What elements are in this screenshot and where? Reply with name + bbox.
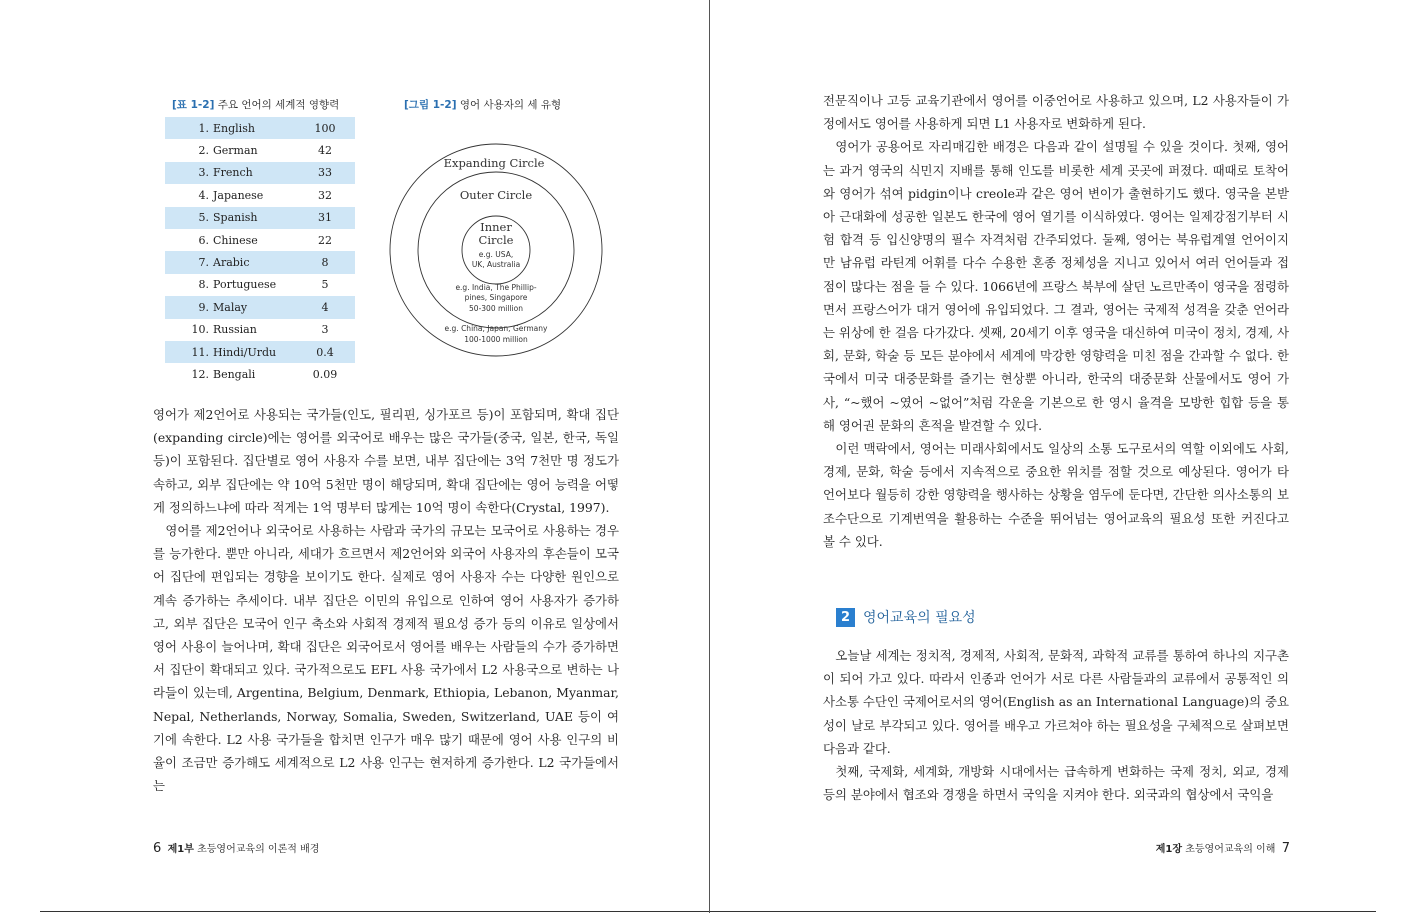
inner-circle-label-2: Circle [478,233,514,247]
expanding-circle-example-2: 100-1000 million [464,335,528,344]
row-index: 2. [198,144,209,158]
left-paragraph-2: 영어를 제2언어나 외국어로 사용하는 사람과 국가의 규모는 모국어로 사용하는 경우를 능가한다. 뿐만 아니라, 세대가 흐르면서 제2언어와 외국어 사용자의 후손들이 모국어 집단에 편입되는 경향을 보이기도 한다. 실제로 영어 사용자 수는 다양한 원인으로 계속 증가하는 추세이다. 내부 집단은 이민의 유입으로 인하여 영어 사용자가 증가하고, 외부 집단은 모국어 인구 축소와 사회적 경제적 필요성 증가 등의 이유로 일상에서 영어 사용이 늘어나며, 확대 집단은 외국어로서 영어를 배우는 사람들의 수가 증가하면서 집단이 확대되고 있다. 국가적으로도 EFL 사용 국가에서 L2 사용국으로 변하는 나라들이 있는데, Argentina, Belgium, Denmark, Ethiopia, Lebanon, Myanmar, Nepal, Netherlands, Norway, Somalia, Sweden, Switzerland, UAE 등이 여기에 속한다. L2 사용 국가들을 합치면 인구가 매우 많기 때문에 영어 사용 인구의 비율이 조금만 증가해도 세계적으로 L2 사용 인구는 현저하게 증가한다. L2 국가들에서는 [153,523,619,794]
row-index: 6. [198,233,209,247]
table-row [165,296,355,318]
right-paragraph-3: 이런 맥락에서, 영어는 미래사회에서도 일상의 소통 도구로서의 역할 이외에도 사회, 경제, 문화, 학술 등에서 지속적으로 중요한 위치를 점할 것으로 예상된다. 영어가 타 언어보다 월등히 강한 영향력을 행사하는 상황을 염두에 둔다면, 간단한 의사소통의 보조수단으로 기계번역을 활용하는 수준을 뛰어넘는 영어교육의 필요성 또한 커진다고 볼 수 있다. [823,441,1289,549]
influence-value: 100 [295,117,355,139]
right-section-paragraph-1: 오늘날 세계는 정치적, 경제적, 사회적, 문화적, 과학적 교류를 통하여 하나의 지구촌이 되어 가고 있다. 따라서 인종과 언어가 서로 다른 사람들과의 교류에서 공통적인 의사소통 수단인 국제어로서의 영어(English as an International Language)의 중요성이 날로 부각되고 있다. 영어를 배우고 가르쳐야 하는 필요성을 구체적으로 살펴보면 다음과 같다. [823,648,1289,756]
language-name: German [213,144,258,158]
section-number-badge: 2 [836,608,855,627]
language-name: Chinese [213,233,258,247]
language-name: Arabic [213,251,295,273]
table-row [165,162,355,184]
row-index: 12. [191,367,209,381]
row-index: 4. [198,188,209,202]
language-name: Malay [213,296,295,318]
inner-circle-example-1: e.g. USA, [478,250,514,259]
language-name: Hindi/Urdu [213,341,295,363]
table-row [165,184,355,206]
table-row [165,229,355,251]
figure-caption [404,97,561,112]
row-index: 11. [165,341,213,363]
outer-circle-example-3: 50-300 million [469,304,523,313]
table-row [165,251,355,273]
section-heading [836,607,976,627]
inner-circle-example-2: UK, Australia [471,260,521,269]
right-bottom-rule [710,911,1376,912]
left-footer-part: 제1부 [167,844,194,855]
right-body-text [823,89,1289,553]
influence-value: 42 [318,144,332,158]
figure-caption-tag: [그림 1-2] [404,99,457,111]
inner-circle-label-1: Inner [480,220,512,234]
table-row [165,319,355,341]
left-page-number: 6 [153,841,162,856]
outer-circle-label: Outer Circle [459,188,533,202]
language-name: Japanese [213,188,264,202]
right-footer-chapter: 제1장 [1155,844,1183,855]
right-section-paragraph-2: 첫째, 국제화, 세계화, 개방화 시대에서는 급속하게 변화하는 국제 정치, 외교, 경제 등의 분야에서 협조와 경쟁을 하면서 국익을 지켜야 한다. 외국과의 협상에서 국익을 [823,764,1289,803]
language-name: Portuguese [213,278,277,292]
influence-value: 33 [295,162,355,184]
table-caption [172,97,339,112]
right-paragraph-2: 영어가 공용어로 자리매김한 배경은 다음과 같이 설명될 수 있을 것이다. 첫째, 영어는 과거 영국의 식민지 지배를 통해 인도를 비롯한 세계 곳곳에 퍼졌다. 때때로 토착어와 영어가 섞여 pidgin이나 creole과 같은 영어 변이가 출현하기도 했다. 영국을 본받아 근대화에 성공한 일본도 한국에 영어 열기를 이식하였다. 영어는 일제강점기부터 시험 합격 등 입신양명의 필수 자격처럼 간주되었다. 둘째, 영어는 북유럽계열 언어이지만 남유럽 라틴계 어휘를 다수 수용한 혼종 정체성을 지니고 있어서 여러 언어들과 접점이 많다는 점을 들 수 있다. 1066년에 프랑스 북부에 살던 노르만족이 영국을 점령하면서 프랑스어가 대거 영어에 유입되었다. 그 결과, 영어는 국제적 성격을 갖춘 언어라는 위상에 한 걸음 다가갔다. 셋째, 20세기 이후 영국을 대신하여 미국이 정치, 경제, 사회, 문화, 학술 등 모든 분야에서 세계에 막강한 영향력을 미친 점을 간과할 수 없다. 한국에서 미국 대중문화를 즐기는 현상뿐 아니라, 한국의 대중문화 산물에서도 영어 가사, “~했어 ~였어 ~없어”처럼 각운을 기본으로 한 영시 율격을 모방한 힙합 등을 통해 영어권 문화의 흔적을 발견할 수 있다. [823,139,1289,433]
language-name: English [213,117,295,139]
english-circles-diagram [386,140,606,360]
language-influence-table [165,117,355,386]
left-paragraph-1: 영어가 제2언어로 사용되는 국가들(인도, 필리핀, 싱가포르 등)이 포함되며, 확대 집단(expanding circle)에는 영어를 외국어로 배우는 많은 국가들(중국, 일본, 한국, 독일 등)이 포함된다. 집단별로 영어 사용자 수를 보면, 내부 집단에는 3억 7천만 명 정도가 속하고, 외부 집단에는 약 10억 5천만 명이 해당되며, 확대 집단에는 영어 능력을 어떻게 정의하느냐에 따라 적게는 1억 명부터 많게는 10억 명이 속한다(Crystal, 1997). [153,407,619,515]
influence-value: 31 [295,207,355,229]
influence-value: 0.4 [295,341,355,363]
row-index: 7. [165,251,213,273]
table-row [165,363,355,385]
table-row [165,341,355,363]
row-index: 3. [165,162,213,184]
language-name: French [213,162,295,184]
influence-value: 4 [295,296,355,318]
left-footer-title: 초등영어교육의 이론적 배경 [197,844,320,855]
table-row [165,139,355,161]
influence-value: 3 [321,323,329,337]
right-section-body [823,644,1289,806]
language-name: Russian [213,323,257,337]
right-footer-title: 초등영어교육의 이해 [1185,844,1276,855]
row-index: 5. [165,207,213,229]
table-row [165,207,355,229]
row-index: 9. [165,296,213,318]
outer-circle-example-2: pines, Singapore [464,293,528,302]
table-row [165,117,355,139]
row-index: 8. [198,278,209,292]
row-index: 1. [165,117,213,139]
page-gutter [709,0,710,913]
right-paragraph-1: 전문직이나 고등 교육기관에서 영어를 이중언어로 사용하고 있으며, L2 사용자들이 가정에서도 영어를 사용하게 되면 L1 사용자로 변화하게 된다. [823,93,1289,132]
influence-value: 22 [318,233,332,247]
influence-value: 8 [295,251,355,273]
expanding-circle-label: Expanding Circle [443,156,545,170]
right-footer [1156,840,1290,856]
language-name: Spanish [213,207,295,229]
right-page-number: 7 [1281,841,1290,856]
left-body-text [153,403,619,797]
section-title: 영어교육의 필요성 [863,610,976,626]
language-name: Bengali [213,367,256,381]
influence-value: 5 [321,278,329,292]
table-caption-title: 주요 언어의 세계적 영향력 [217,99,340,111]
outer-circle-example-1: e.g. India, The Phillip- [455,283,537,292]
table-row [165,274,355,296]
figure-caption-title: 영어 사용자의 세 유형 [459,99,562,111]
left-footer [153,840,319,856]
left-bottom-rule [40,911,709,912]
expanding-circle-example-1: e.g. China, Japan, Germany [444,324,548,333]
influence-value: 32 [318,188,332,202]
influence-value: 0.09 [312,367,338,381]
row-index: 10. [191,323,209,337]
table-caption-tag: [표 1-2] [172,99,215,111]
